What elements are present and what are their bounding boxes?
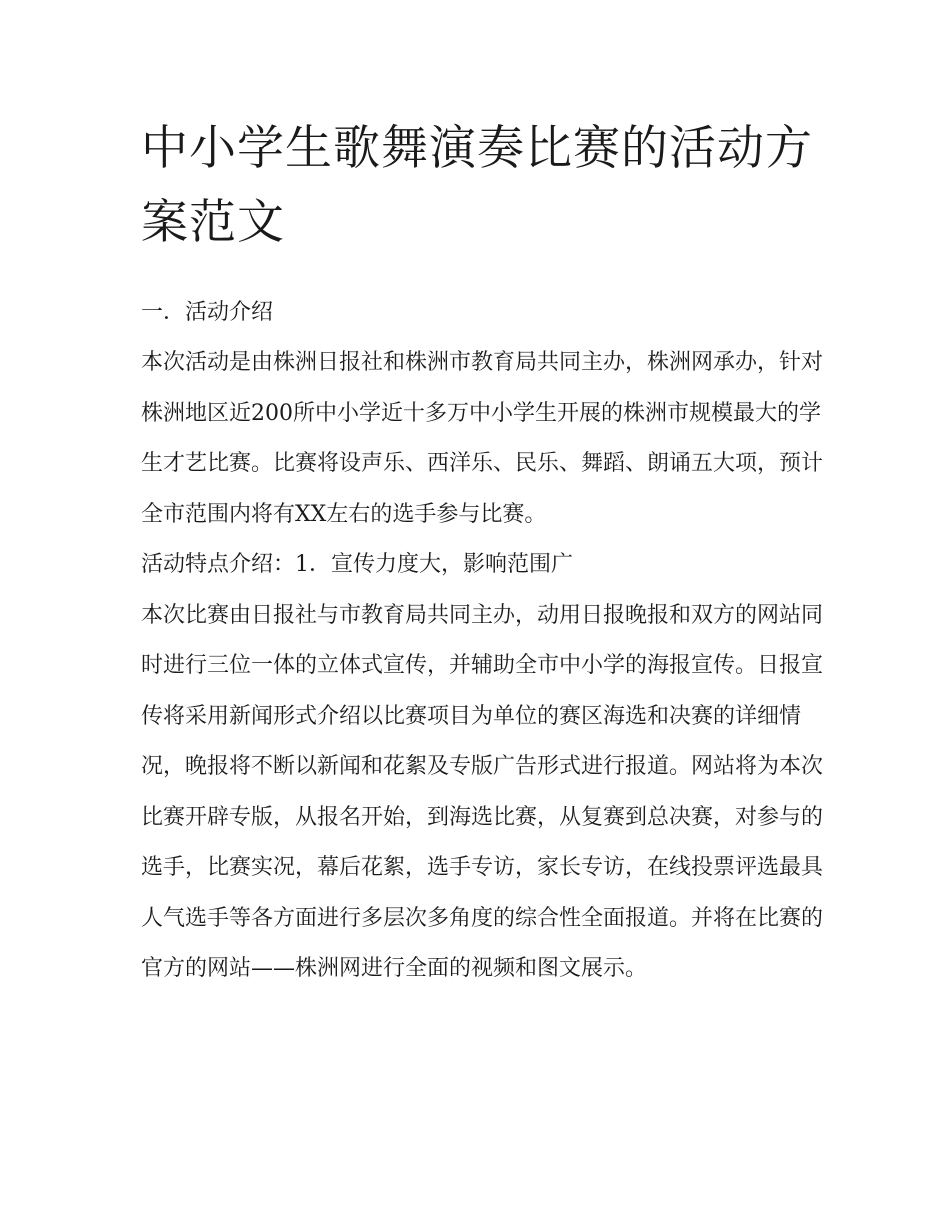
publicity-paragraph: 本次比赛由日报社与市教育局共同主办，动用日报晚报和双方的网站同时进行三位一体的立体式宣传，并辅助全市中小学的海报宣传。日报宣传将采用新闻形式介绍以比赛项目为单位的赛区海选和决赛的详细情况，晚报将不断以新闻和花絮及专版广告形式进行报道。网站将为本次比赛开辟专版，从报名开始，到海选比赛，从复赛到总决赛，对参与的选手，比赛实况，幕后花絮，选手专访，家长专访，在线投票评选最具人气选手等各方面进行多层次多角度的综合性全面报道。并将在比赛的官方的网站——株洲网进行全面的视频和图文展示。 bbox=[141, 602, 824, 981]
document-page bbox=[141, 112, 831, 995]
intro-paragraph: 本次活动是由株洲日报社和株洲市教育局共同主办，株洲网承办，针对株洲地区近200所中小学近十多万中小学生开展的株洲市规模最大的学生才艺比赛。比赛将设声乐、西洋乐、民乐、舞蹈、朗诵五大项，预计全市范围内将有XX左右的选手参与比赛。 bbox=[141, 350, 824, 527]
document-title: 中小学生歌舞演奏比赛的活动方案范文 bbox=[141, 121, 813, 250]
feature-heading: 活动特点介绍：1．宣传力度大，影响范围广 bbox=[141, 552, 573, 577]
section-heading: 一．活动介绍 bbox=[141, 300, 274, 325]
